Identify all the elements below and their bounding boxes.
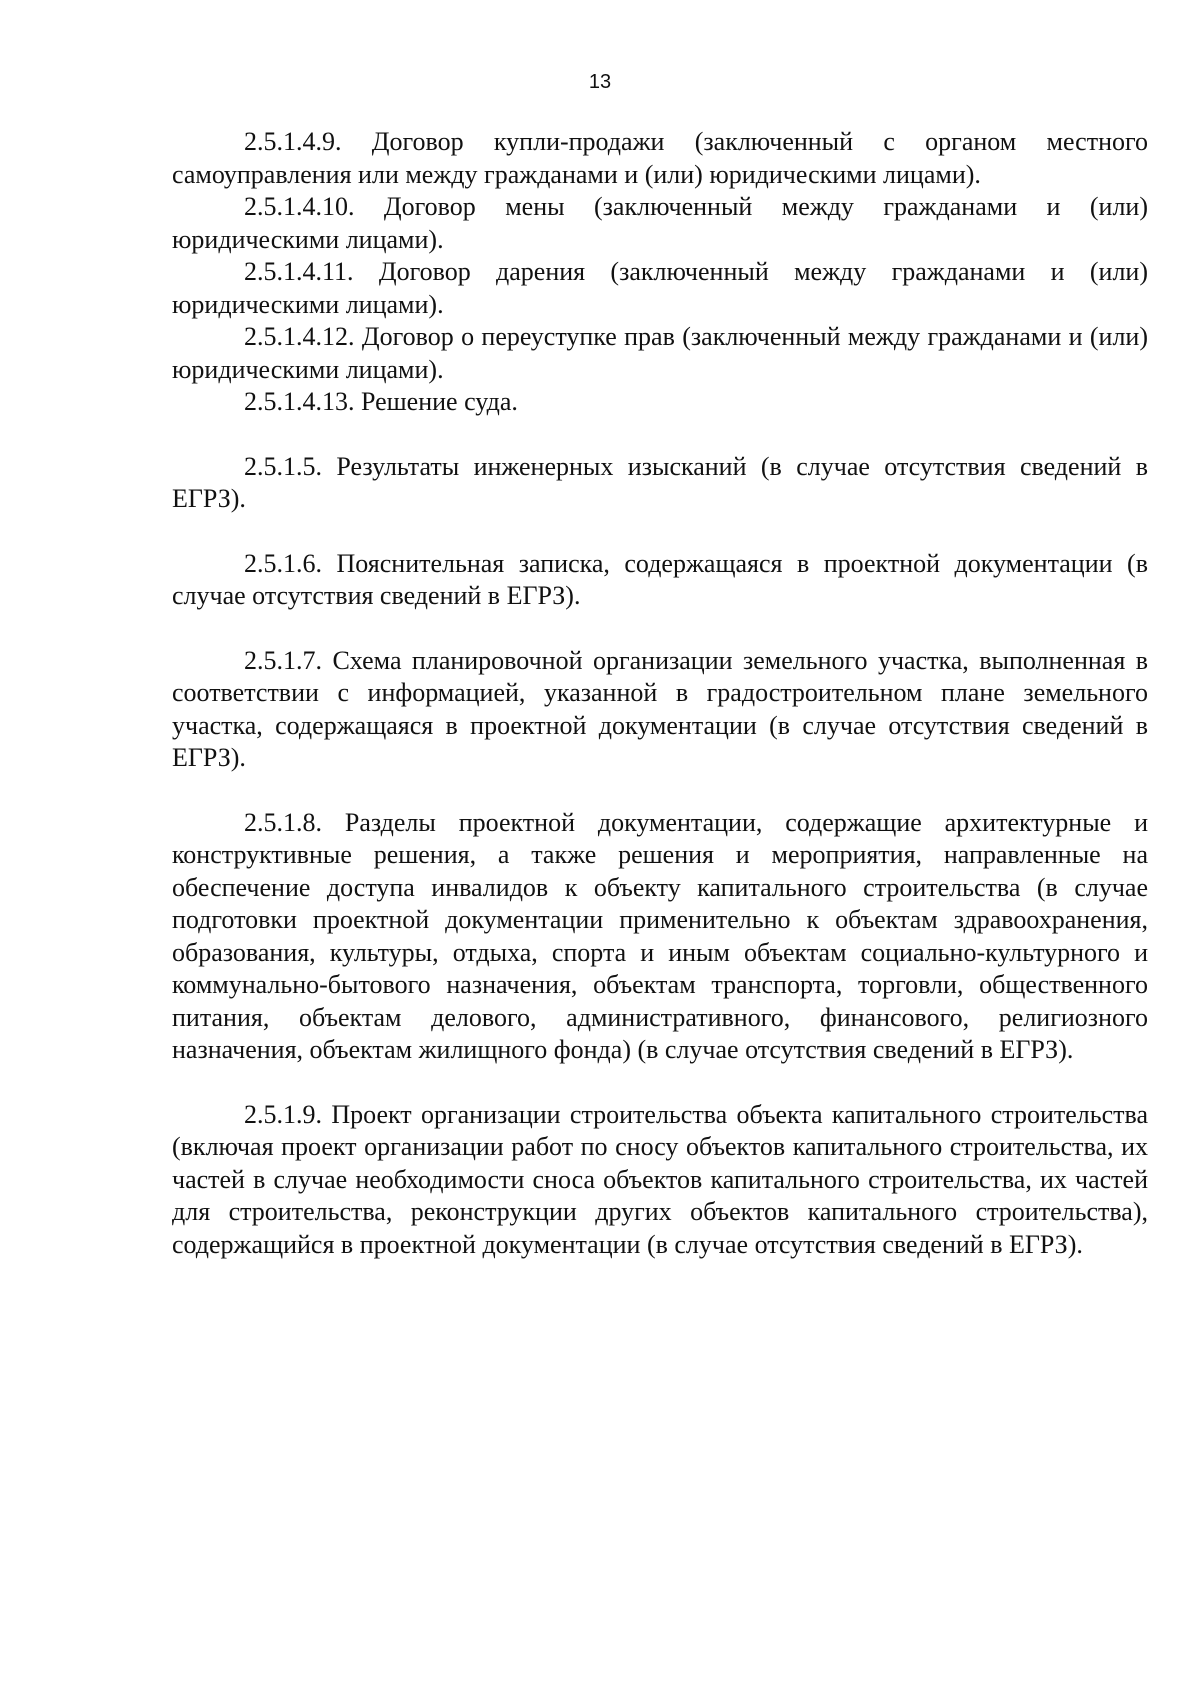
page-number: 13	[588, 71, 612, 93]
paragraph-2-5-1-9: 2.5.1.9. Проект организации строительства объекта капитального строительства (включая проект организации работ по сносу объектов капитального строительства, их частей в случае необходимости сноса объектов капитального строительства, их частей для строительства, реконструкции других объектов капитального строительства), содержащийся в проектной документации (в случае отсутствия сведений в ЕГРЗ).	[172, 1099, 1148, 1259]
paragraph-2-5-1-4-9: 2.5.1.4.9. Договор купли-продажи (заключенный с органом местного самоуправления или между гражданами и (или) юридическими лицами).	[172, 127, 1148, 189]
paragraph-2-5-1-5: 2.5.1.5. Результаты инженерных изысканий (в случае отсутствия сведений в ЕГРЗ).	[172, 451, 1148, 513]
paragraph-2-5-1-6: 2.5.1.6. Пояснительная записка, содержащаяся в проектной документации (в случае отсутствия сведений в ЕГРЗ).	[172, 548, 1148, 610]
paragraph-2-5-1-7: 2.5.1.7. Схема планировочной организации земельного участка, выполненная в соответствии с информацией, указанной в градостроительном плане земельного участка, содержащаяся в проектной документации (в случае отсутствия сведений в ЕГРЗ).	[172, 645, 1148, 772]
document-body	[172, 126, 1148, 1261]
paragraph-2-5-1-4-13: 2.5.1.4.13. Решение суда.	[244, 387, 518, 416]
paragraph-2-5-1-4-10: 2.5.1.4.10. Договор мены (заключенный между гражданами и (или) юридическими лицами).	[172, 192, 1148, 254]
paragraph-2-5-1-4-12: 2.5.1.4.12. Договор о переуступке прав (заключенный между гражданами и (или) юридическими лицами).	[172, 322, 1148, 384]
paragraph-2-5-1-4-11: 2.5.1.4.11. Договор дарения (заключенный между гражданами и (или) юридическими лицами).	[172, 257, 1148, 319]
paragraph-2-5-1-8: 2.5.1.8. Разделы проектной документации, содержащие архитектурные и конструктивные решения, а также решения и мероприятия, направленные на обеспечение доступа инвалидов к объекту капитального строительства (в случае подготовки проектной документации применительно к объектам здравоохранения, образования, культуры, отдыха, спорта и иным объектам социально-культурного и коммунально-бытового назначения, объектам транспорта, торговли, общественного питания, объектам делового, административного, финансового, религиозного назначения, объектам жилищного фонда) (в случае отсутствия сведений в ЕГРЗ).	[172, 807, 1148, 1064]
